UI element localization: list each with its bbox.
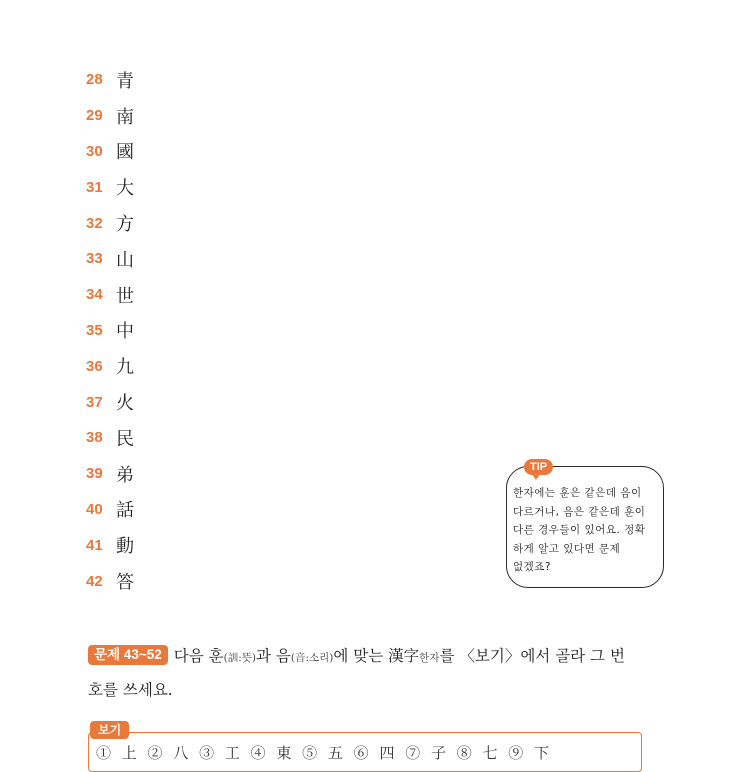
tip-line: 하게 알고 있다면 문제 bbox=[513, 542, 621, 555]
hanja-note: 한자 bbox=[419, 652, 440, 664]
item-hanja: 國 bbox=[116, 142, 134, 164]
tip-text bbox=[513, 484, 663, 577]
item-number: 31 bbox=[86, 178, 103, 196]
list-item bbox=[86, 563, 134, 599]
question-label: 문제 43~52 bbox=[88, 645, 168, 665]
item-hanja: 動 bbox=[116, 536, 134, 558]
item-number: 38 bbox=[86, 429, 103, 447]
item-number: 42 bbox=[86, 572, 103, 590]
item-hanja: 中 bbox=[116, 321, 134, 343]
item-hanja: 九 bbox=[116, 357, 134, 379]
list-item bbox=[86, 241, 134, 277]
tip-line: 없겠죠? bbox=[513, 561, 552, 573]
item-number: 39 bbox=[86, 465, 103, 483]
list-item bbox=[86, 205, 134, 241]
list-item bbox=[86, 492, 134, 528]
item-number: 36 bbox=[86, 357, 103, 375]
question-part: 다음 훈 bbox=[173, 647, 224, 665]
list-item bbox=[86, 98, 134, 134]
question-part: 호를 쓰세요. bbox=[88, 681, 173, 699]
list-item bbox=[86, 169, 134, 205]
tip-line: 다른 경우들이 있어요. 정확 bbox=[513, 524, 646, 536]
item-hanja: 火 bbox=[116, 393, 134, 415]
item-hanja: 青 bbox=[116, 70, 134, 92]
item-number: 32 bbox=[86, 214, 103, 232]
list-item bbox=[86, 134, 134, 170]
list-item bbox=[86, 456, 134, 492]
question-part: 에 맞는 漢字 bbox=[333, 647, 420, 665]
list-item bbox=[86, 384, 134, 420]
item-hanja: 南 bbox=[116, 106, 134, 128]
hun-note: (訓:뜻) bbox=[223, 652, 256, 664]
item-hanja: 世 bbox=[116, 285, 134, 307]
item-hanja: 民 bbox=[116, 428, 134, 450]
list-item bbox=[86, 420, 134, 456]
list-item bbox=[86, 527, 134, 563]
item-hanja: 大 bbox=[116, 178, 134, 200]
tip-line: 다르거나, 음은 같은데 훈이 bbox=[513, 505, 646, 518]
tip-line: 한자에는 훈은 같은데 음이 bbox=[513, 487, 642, 499]
item-number: 37 bbox=[86, 393, 103, 411]
item-number: 29 bbox=[86, 107, 103, 125]
item-number: 28 bbox=[86, 71, 103, 89]
item-hanja: 山 bbox=[116, 249, 134, 271]
bogi-label: 보기 bbox=[90, 721, 129, 739]
item-number: 33 bbox=[86, 250, 103, 268]
item-number: 34 bbox=[86, 286, 103, 304]
item-hanja: 弟 bbox=[116, 464, 134, 486]
tip-badge: TIP bbox=[524, 459, 553, 475]
item-list bbox=[86, 62, 134, 599]
question-part: 를 〈보기〉에서 골라 그 번 bbox=[439, 647, 625, 665]
item-hanja: 方 bbox=[116, 214, 134, 236]
bogi-options: ① 上 ② 八 ③ 工 ④ 東 ⑤ 五 ⑥ 四 ⑦ 子 ⑧ 七 ⑨ 下 bbox=[96, 744, 553, 762]
item-hanja: 話 bbox=[116, 500, 134, 522]
question-part: 과 음 bbox=[255, 647, 291, 665]
item-number: 40 bbox=[86, 500, 103, 518]
item-number: 35 bbox=[86, 321, 103, 339]
list-item bbox=[86, 313, 134, 349]
item-number: 30 bbox=[86, 142, 103, 160]
item-hanja: 答 bbox=[116, 572, 134, 594]
item-number: 41 bbox=[86, 536, 103, 554]
list-item bbox=[86, 62, 134, 98]
list-item bbox=[86, 277, 134, 313]
question-text bbox=[88, 640, 678, 706]
list-item bbox=[86, 348, 134, 384]
eum-note: (音:소리) bbox=[290, 652, 334, 664]
